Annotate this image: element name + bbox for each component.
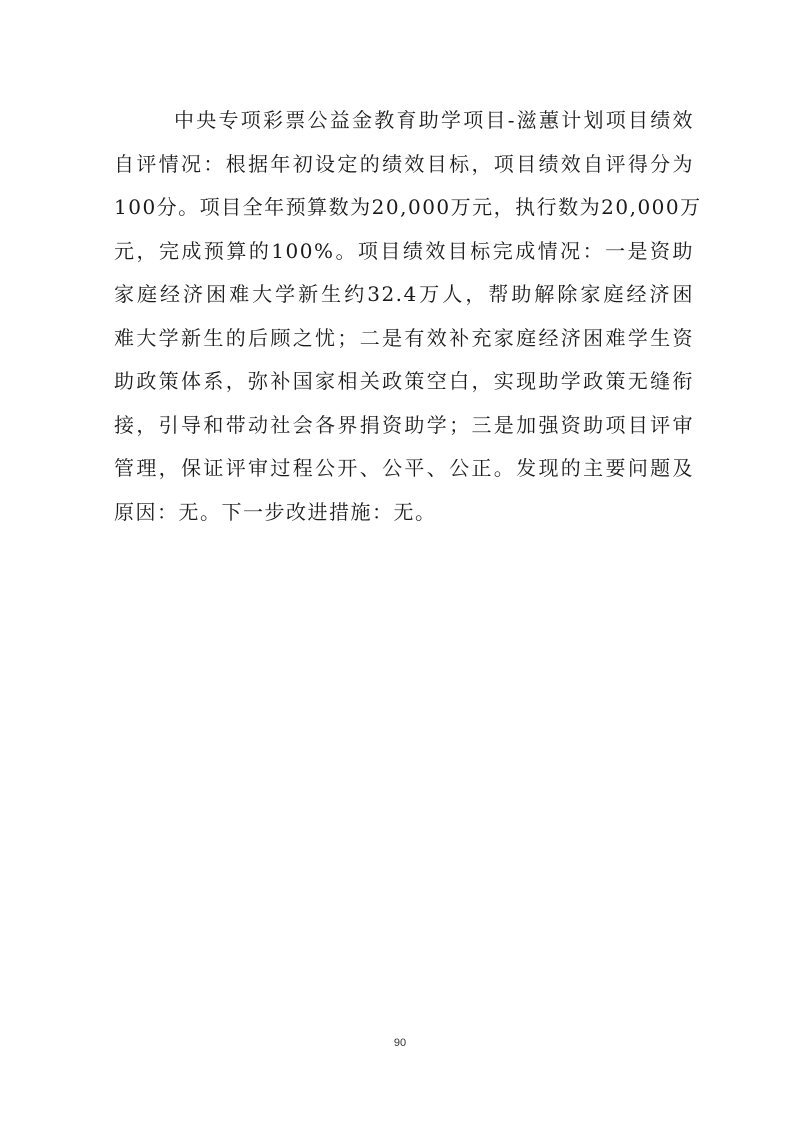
paragraph-line: 助政策体系，弥补国家相关政策空白，实现助学政策无缝衔 — [114, 369, 694, 393]
paragraph-line: 100分。项目全年预算数为20,000万元，执行数为20,000万 — [114, 195, 702, 219]
paragraph-line: 难大学新生的后顾之忧；二是有效补充家庭经济困难学生资 — [114, 325, 694, 350]
performance-evaluation-paragraph — [114, 99, 702, 534]
paragraph-line: 管理，保证评审过程公开、公平、公正。发现的主要问题及 — [114, 456, 694, 480]
paragraph-line: 原因：无。下一步改进措施：无。 — [114, 499, 437, 524]
paragraph-line: 元，完成预算的100%。项目绩效目标完成情况：一是资助 — [114, 238, 694, 263]
paragraph-line: 自评情况：根据年初设定的绩效目标，项目绩效自评得分为 — [114, 151, 694, 176]
paragraph-line: 接，引导和带动社会各界捐资助学；三是加强资助项目评审 — [114, 412, 694, 437]
paragraph-line: 家庭经济困难大学新生约32.4万人，帮助解除家庭经济困 — [114, 282, 694, 306]
page-number: 90 — [393, 1037, 407, 1049]
paragraph-line: 中央专项彩票公益金教育助学项目-滋蕙计划项目绩效 — [174, 108, 694, 132]
